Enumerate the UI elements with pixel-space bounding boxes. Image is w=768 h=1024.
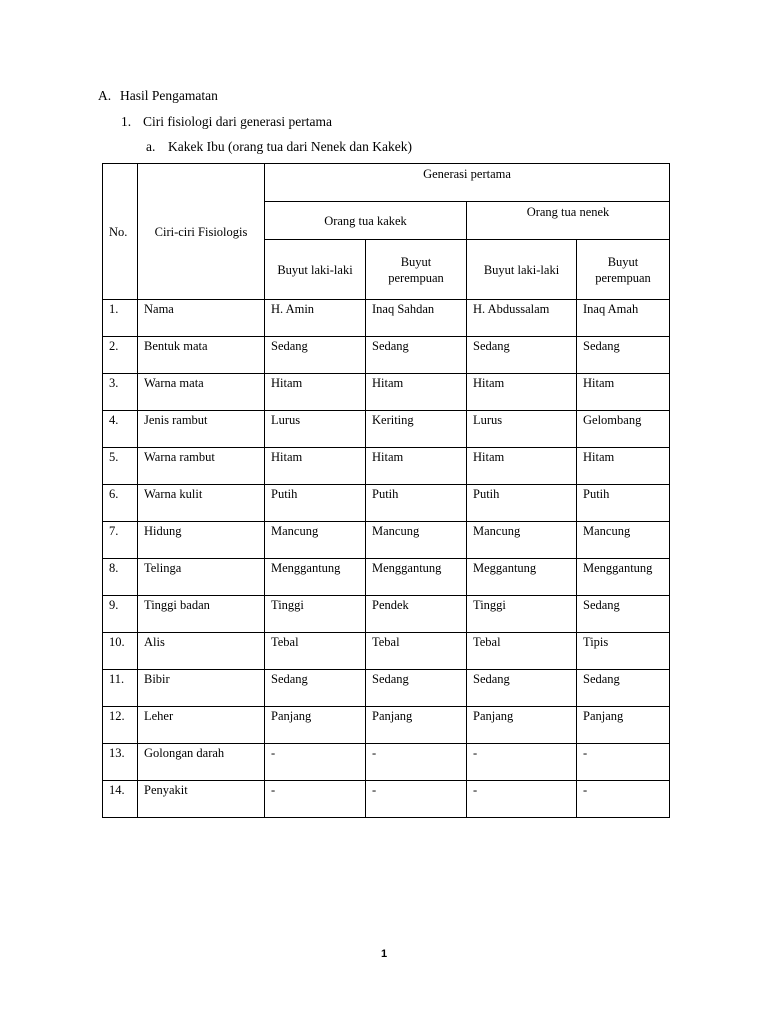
cell-ciri: Leher — [138, 707, 265, 744]
cell-no: 2. — [103, 337, 138, 374]
cell-no: 12. — [103, 707, 138, 744]
cell-c: Mancung — [467, 522, 577, 559]
cell-b: Pendek — [366, 596, 467, 633]
table-row — [103, 781, 670, 818]
cell-no: 3. — [103, 374, 138, 411]
section-title: Hasil Pengamatan — [120, 88, 218, 103]
cell-no: 13. — [103, 744, 138, 781]
cell-b: Tebal — [366, 633, 467, 670]
cell-d: Panjang — [577, 707, 670, 744]
cell-a: Hitam — [265, 374, 366, 411]
header-orang-tua-kakek: Orang tua kakek — [265, 202, 467, 240]
cell-c: Sedang — [467, 670, 577, 707]
cell-b: Inaq Sahdan — [366, 300, 467, 337]
cell-d: Sedang — [577, 670, 670, 707]
cell-ciri: Telinga — [138, 559, 265, 596]
header-buyut-perempuan-kakek: Buyut perempuan — [366, 240, 467, 300]
cell-c: Tinggi — [467, 596, 577, 633]
cell-c: Tebal — [467, 633, 577, 670]
cell-a: Tebal — [265, 633, 366, 670]
table-row — [103, 374, 670, 411]
cell-d: Gelombang — [577, 411, 670, 448]
table-row — [103, 448, 670, 485]
cell-ciri: Warna rambut — [138, 448, 265, 485]
cell-ciri: Nama — [138, 300, 265, 337]
subsection-heading — [121, 114, 332, 130]
physiology-table — [102, 163, 670, 818]
cell-c: Hitam — [467, 374, 577, 411]
section-label: A. — [98, 88, 112, 103]
cell-c: H. Abdussalam — [467, 300, 577, 337]
cell-ciri: Tinggi badan — [138, 596, 265, 633]
table-row — [103, 670, 670, 707]
cell-b: Putih — [366, 485, 467, 522]
cell-b: - — [366, 781, 467, 818]
cell-no: 10. — [103, 633, 138, 670]
cell-ciri: Hidung — [138, 522, 265, 559]
table-body — [103, 300, 670, 818]
subsection-label: 1. — [121, 114, 132, 129]
cell-c: Lurus — [467, 411, 577, 448]
subsection-title: Ciri fisiologi dari generasi pertama — [143, 114, 332, 129]
cell-a: - — [265, 744, 366, 781]
cell-a: Sedang — [265, 337, 366, 374]
cell-a: Menggantung — [265, 559, 366, 596]
table-row — [103, 522, 670, 559]
item-heading — [146, 139, 412, 155]
cell-a: - — [265, 781, 366, 818]
section-heading — [98, 88, 218, 104]
cell-d: Sedang — [577, 596, 670, 633]
cell-c: - — [467, 781, 577, 818]
header-buyut-laki-kakek: Buyut laki-laki — [265, 240, 366, 300]
cell-b: Menggantung — [366, 559, 467, 596]
cell-b: Hitam — [366, 448, 467, 485]
cell-ciri: Golongan darah — [138, 744, 265, 781]
header-buyut-laki-nenek: Buyut laki-laki — [467, 240, 577, 300]
cell-no: 9. — [103, 596, 138, 633]
cell-b: Keriting — [366, 411, 467, 448]
cell-no: 14. — [103, 781, 138, 818]
cell-ciri: Warna kulit — [138, 485, 265, 522]
item-label: a. — [146, 139, 156, 154]
cell-d: Putih — [577, 485, 670, 522]
cell-b: - — [366, 744, 467, 781]
table-row — [103, 596, 670, 633]
cell-d: - — [577, 781, 670, 818]
cell-no: 4. — [103, 411, 138, 448]
table-header — [103, 164, 670, 300]
cell-d: Sedang — [577, 337, 670, 374]
cell-no: 5. — [103, 448, 138, 485]
cell-ciri: Warna mata — [138, 374, 265, 411]
table-row — [103, 559, 670, 596]
header-buyut-perempuan-nenek: Buyut perempuan — [577, 240, 670, 300]
header-generasi: Generasi pertama — [265, 164, 670, 202]
table-row — [103, 744, 670, 781]
cell-a: Tinggi — [265, 596, 366, 633]
cell-a: Hitam — [265, 448, 366, 485]
cell-b: Hitam — [366, 374, 467, 411]
cell-c: Meggantung — [467, 559, 577, 596]
cell-d: Hitam — [577, 374, 670, 411]
cell-c: Putih — [467, 485, 577, 522]
cell-a: Lurus — [265, 411, 366, 448]
cell-d: Mancung — [577, 522, 670, 559]
cell-d: Inaq Amah — [577, 300, 670, 337]
cell-ciri: Jenis rambut — [138, 411, 265, 448]
cell-a: Panjang — [265, 707, 366, 744]
cell-c: - — [467, 744, 577, 781]
page-number: 1 — [380, 948, 388, 960]
cell-ciri: Bibir — [138, 670, 265, 707]
cell-c: Panjang — [467, 707, 577, 744]
item-title: Kakek Ibu (orang tua dari Nenek dan Kakek) — [168, 139, 413, 154]
cell-no: 1. — [103, 300, 138, 337]
cell-b: Sedang — [366, 670, 467, 707]
cell-b: Mancung — [366, 522, 467, 559]
cell-ciri: Penyakit — [138, 781, 265, 818]
table-row — [103, 300, 670, 337]
cell-c: Sedang — [467, 337, 577, 374]
table-row — [103, 485, 670, 522]
cell-d: Tipis — [577, 633, 670, 670]
table-row — [103, 633, 670, 670]
cell-b: Panjang — [366, 707, 467, 744]
cell-a: Sedang — [265, 670, 366, 707]
cell-a: Putih — [265, 485, 366, 522]
cell-a: Mancung — [265, 522, 366, 559]
table-row — [103, 707, 670, 744]
cell-c: Hitam — [467, 448, 577, 485]
cell-d: Menggantung — [577, 559, 670, 596]
header-no: No. — [103, 164, 138, 300]
cell-d: - — [577, 744, 670, 781]
cell-no: 11. — [103, 670, 138, 707]
cell-d: Hitam — [577, 448, 670, 485]
cell-ciri: Bentuk mata — [138, 337, 265, 374]
header-ciri: Ciri-ciri Fisiologis — [138, 164, 265, 300]
cell-a: H. Amin — [265, 300, 366, 337]
header-orang-tua-nenek: Orang tua nenek — [467, 202, 670, 240]
table-row — [103, 337, 670, 374]
table-row — [103, 411, 670, 448]
cell-no: 6. — [103, 485, 138, 522]
cell-ciri: Alis — [138, 633, 265, 670]
cell-no: 7. — [103, 522, 138, 559]
cell-b: Sedang — [366, 337, 467, 374]
cell-no: 8. — [103, 559, 138, 596]
